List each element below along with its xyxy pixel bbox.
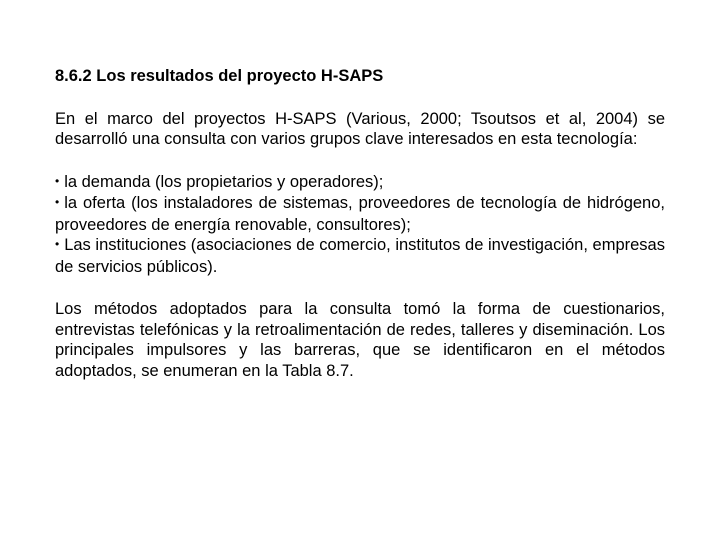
list-item-text: la demanda (los propietarios y operadores); (64, 172, 384, 191)
bullet-icon: • (55, 195, 60, 209)
bullet-icon: • (55, 237, 60, 251)
document-page (55, 66, 665, 403)
bullet-icon: • (55, 173, 60, 188)
intro-paragraph: En el marco del proyectos H-SAPS (Various, 2000; Tsoutsos et al, 2004) se desarrolló una consulta con varios grupos clave interesados en esta tecnología: (55, 109, 665, 148)
list-item-text: Las instituciones (asociaciones de comercio, institutos de investigación, empresas de servicios públicos). (55, 236, 665, 276)
list-item-demand (55, 172, 665, 194)
list-item-text: la oferta (los instaladores de sistemas, proveedores de tecnología de hidrógeno, proveedores de energía renovable, consultores); (55, 194, 665, 234)
stakeholder-list (55, 172, 665, 278)
methods-paragraph: Los métodos adoptados para la consulta tomó la forma de cuestionarios, entrevistas telefónicas y la retroalimentación de redes, talleres y diseminación. Los principales impulsores y las barreras, que se identificaron en el métodos adoptados, se enumeran en la Tabla 8.7. (55, 300, 665, 380)
list-item-supply (55, 193, 665, 235)
section-title: 8.6.2 Los resultados del proyecto H-SAPS (55, 67, 384, 85)
list-item-institutions (55, 235, 665, 277)
